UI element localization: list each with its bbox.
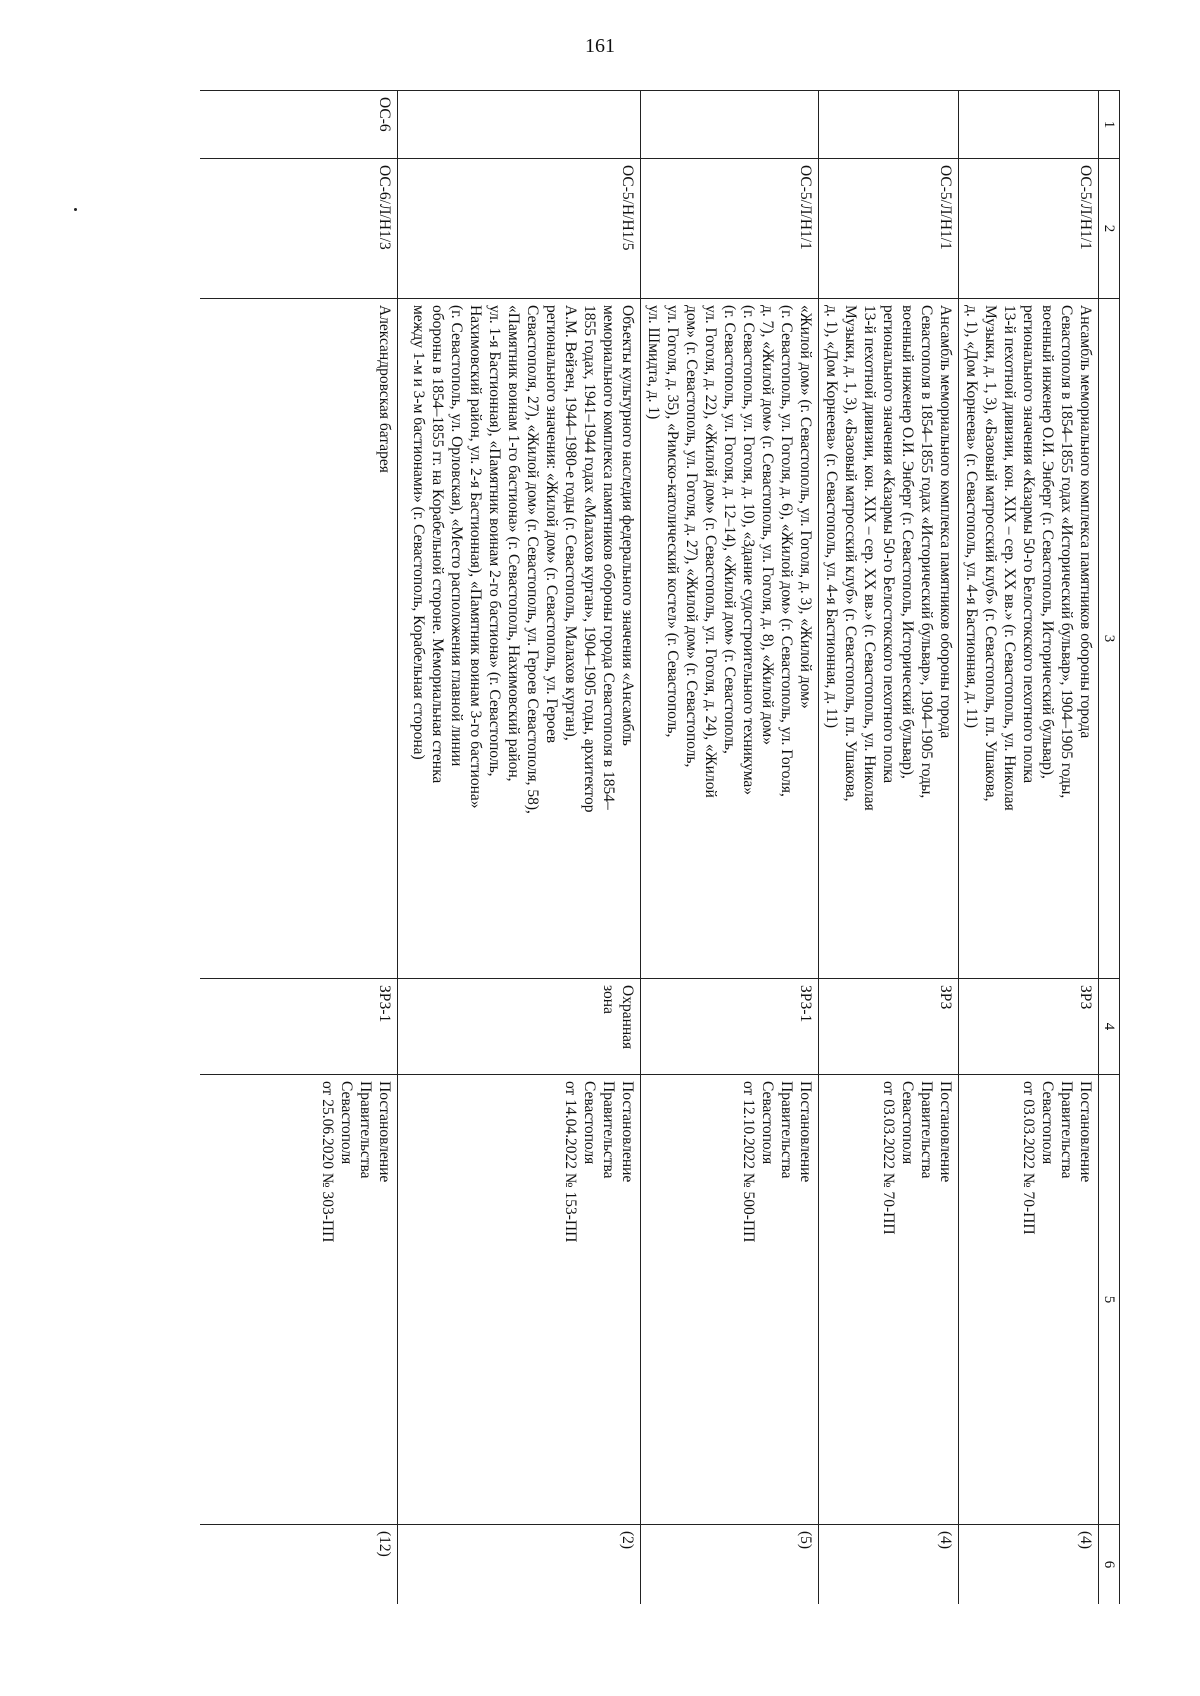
cell-object-code: ОС-6/Л/Н1/3 <box>200 159 398 299</box>
document-line: от 03.03.2022 № 70-ПП <box>880 1081 897 1235</box>
description-line: между 1-м и 3-м бастионами» (г. Севастополь, Корабельная сторона) <box>410 305 427 760</box>
document-line: Постановление <box>1077 1081 1094 1183</box>
zone-line: Охранная <box>619 985 636 1050</box>
header-row <box>1099 91 1120 1605</box>
rotated-table-container <box>200 90 1120 1604</box>
description-line: (г. Севастополь, ул. Орловская), «Место расположения главной линии <box>448 305 465 767</box>
document-line: Постановление <box>376 1081 393 1183</box>
description-line: Ансамбль мемориального комплекса памятников обороны города <box>1077 305 1094 739</box>
description-line: регионального значения: «Жилой дом» (г. Севастополь, ул. Героев <box>543 305 560 744</box>
cell-note: (2) <box>398 1525 641 1605</box>
description-line: 13-й пехотной дивизии, кон. XIX – сер. XX вв.» (г. Севастополь, ул. Николая <box>861 305 878 811</box>
description-line: ул. Гоголя, д. 35), «Римско-католический костел» (г. Севастополь, <box>664 305 681 738</box>
document-line: Постановление <box>619 1081 636 1183</box>
cell-object-code: ОС-5/Л/Н1/1 <box>641 159 819 299</box>
zone-line: ЗРЗ-1 <box>376 985 393 1023</box>
description-line: 13-й пехотной дивизии, кон. XIX – сер. XX вв.» (г. Севастополь, ул. Николая <box>1001 305 1018 811</box>
document-line: Постановление <box>937 1081 954 1183</box>
cell-document <box>819 1075 959 1525</box>
cell-description <box>641 299 819 979</box>
description-line: ул. 1-я Бастионная), «Памятник воинам 2-го бастиона» (г. Севастополь, <box>486 305 503 777</box>
description-line: дом» (г. Севастополь, ул. Гоголя, д. 27), «Жилой дом» (г. Севастополь, <box>683 305 700 768</box>
description-line: 1855 годах, 1941–1944 годах «Малахов курган», 1904–1905 годы, архитектор <box>581 305 598 813</box>
document-line: Севастополя <box>759 1081 776 1165</box>
description-line: Объекты культурного наследия федерального значения «Ансамбль <box>619 305 636 746</box>
cell-description <box>200 299 398 979</box>
description-line: ул. Шмидта, д. 1) <box>645 305 662 420</box>
description-line: военный инженер О.И. Энберг (г. Севастополь, Исторический бульвар), <box>1039 305 1056 779</box>
cell-note: (4) <box>819 1525 959 1605</box>
cell-description <box>819 299 959 979</box>
cell-document <box>200 1075 398 1525</box>
description-line: д. 1), «Дом Корнеева» (г. Севастополь, ул. 4-я Бастионная, д. 11) <box>963 305 980 729</box>
description-line: (г. Севастополь, ул. Гоголя, д. 6), «Жилой дом» (г. Севастополь, ул. Гоголя, <box>778 305 795 797</box>
header-col-1: 1 <box>1099 91 1120 159</box>
cell-object-code: ОС-5/Л/Н1/1 <box>959 159 1099 299</box>
description-line: регионального значения «Казармы 50-го Белостокского пехотного полка <box>880 305 897 784</box>
document-line: Правительства <box>918 1081 935 1179</box>
document-line: Правительства <box>778 1081 795 1179</box>
cell-description <box>398 299 641 979</box>
description-line: «Жилой дом» (г. Севастополь, ул. Гоголя, д. 3), «Жилой дом» <box>797 305 814 709</box>
description-line: военный инженер О.И. Энберг (г. Севастополь, Исторический бульвар), <box>899 305 916 779</box>
description-line: А.М. Вейзен, 1944–1980-е годы (г. Севастополь, Малахов курган), <box>562 305 579 741</box>
description-line: «Памятник воинам 1-го бастиона» (г. Севастополь, Нахимовский район, <box>505 305 522 782</box>
document-line: Севастополя <box>1039 1081 1056 1165</box>
header-col-5: 5 <box>1099 1075 1120 1525</box>
table-row <box>200 91 398 1605</box>
document-line: Севастополя <box>581 1081 598 1165</box>
cell-object-code: ОС-5/Л/Н1/1 <box>819 159 959 299</box>
cell-area-code <box>398 91 641 159</box>
table-row <box>641 91 819 1605</box>
header-col-6: 6 <box>1099 1525 1120 1605</box>
zone-line: ЗРЗ <box>1077 985 1094 1010</box>
cell-note: (12) <box>200 1525 398 1605</box>
description-line: Ансамбль мемориального комплекса памятников обороны города <box>937 305 954 739</box>
description-line: ул. Гоголя, д. 22), «Жилой дом» (г. Севастополь, ул. Гоголя, д. 24), «Жилой <box>702 305 719 798</box>
description-line: Музыки, д. 1, 3), «Базовый матросский клуб» (г. Севастополь, пл. Ушакова, <box>842 305 859 802</box>
document-line: Постановление <box>797 1081 814 1183</box>
table-row <box>819 91 959 1605</box>
cell-zone <box>641 979 819 1075</box>
zone-line: ЗРЗ <box>937 985 954 1010</box>
zone-line: зона <box>600 985 617 1014</box>
cell-object-code: ОС-5/Н/Н1/5 <box>398 159 641 299</box>
document-line: от 25.06.2020 № 303-ПП <box>319 1081 336 1243</box>
registry-table <box>200 90 1120 1604</box>
document-line: от 03.03.2022 № 70-ПП <box>1020 1081 1037 1235</box>
description-line: мемориального комплекса памятников обороны города Севастополя в 1854– <box>600 305 617 810</box>
cell-description <box>959 299 1099 979</box>
scan-speck <box>74 208 77 211</box>
cell-area-code <box>641 91 819 159</box>
cell-zone <box>398 979 641 1075</box>
header-col-2: 2 <box>1099 159 1120 299</box>
description-line: Севастополя, 27), «Жилой дом» (г. Севастополь, ул. Героев Севастополя, 58), <box>524 305 541 814</box>
page-number: 161 <box>585 35 615 57</box>
description-line: (г. Севастополь, ул. Гоголя, д. 12–14), «Жилой дом» (г. Севастополь, <box>721 305 738 754</box>
cell-document <box>398 1075 641 1525</box>
header-col-4: 4 <box>1099 979 1120 1075</box>
description-line: обороны в 1854–1855 гг. на Корабельной стороне. Мемориальная стенка <box>429 305 446 784</box>
description-line: д. 1), «Дом Корнеева» (г. Севастополь, ул. 4-я Бастионная, д. 11) <box>823 305 840 729</box>
cell-note: (5) <box>641 1525 819 1605</box>
zone-line: ЗРЗ-1 <box>797 985 814 1023</box>
description-line: регионального значения «Казармы 50-го Белостокского пехотного полка <box>1020 305 1037 784</box>
header-col-3: 3 <box>1099 299 1120 979</box>
table-row <box>959 91 1099 1605</box>
description-line: Нахимовский район, ул. 2-я Бастионная), «Памятник воинам 3-го бастиона» <box>467 305 484 809</box>
document-line: Правительства <box>357 1081 374 1179</box>
cell-area-code <box>959 91 1099 159</box>
cell-document <box>641 1075 819 1525</box>
registry-table-frame <box>200 90 1120 1604</box>
document-line: от 12.10.2022 № 500-ПП <box>740 1081 757 1243</box>
description-line: Севастополя в 1854–1855 годах «Исторический бульвар», 1904–1905 годы, <box>1058 305 1075 799</box>
table-row <box>398 91 641 1605</box>
description-line: (г. Севастополь, ул. Гоголя, д. 10), «Здание судостроительного техникума» <box>740 305 757 796</box>
cell-area-code: ОС-6 <box>200 91 398 159</box>
cell-area-code <box>819 91 959 159</box>
description-line: Музыки, д. 1, 3), «Базовый матросский клуб» (г. Севастополь, пл. Ушакова, <box>982 305 999 802</box>
cell-note: (4) <box>959 1525 1099 1605</box>
description-line: Александровская батарея <box>376 305 393 473</box>
document-line: Севастополя <box>338 1081 355 1165</box>
cell-zone <box>819 979 959 1075</box>
document-line: Правительства <box>600 1081 617 1179</box>
description-line: д. 7), «Жилой дом» (г. Севастополь, ул. Гоголя, д. 8), «Жилой дом» <box>759 305 776 745</box>
cell-document <box>959 1075 1099 1525</box>
description-line: Севастополя в 1854–1855 годах «Исторический бульвар», 1904–1905 годы, <box>918 305 935 799</box>
document-line: Севастополя <box>899 1081 916 1165</box>
document-line: Правительства <box>1058 1081 1075 1179</box>
cell-zone <box>959 979 1099 1075</box>
document-line: от 14.04.2022 № 153-ПП <box>562 1081 579 1243</box>
cell-zone <box>200 979 398 1075</box>
